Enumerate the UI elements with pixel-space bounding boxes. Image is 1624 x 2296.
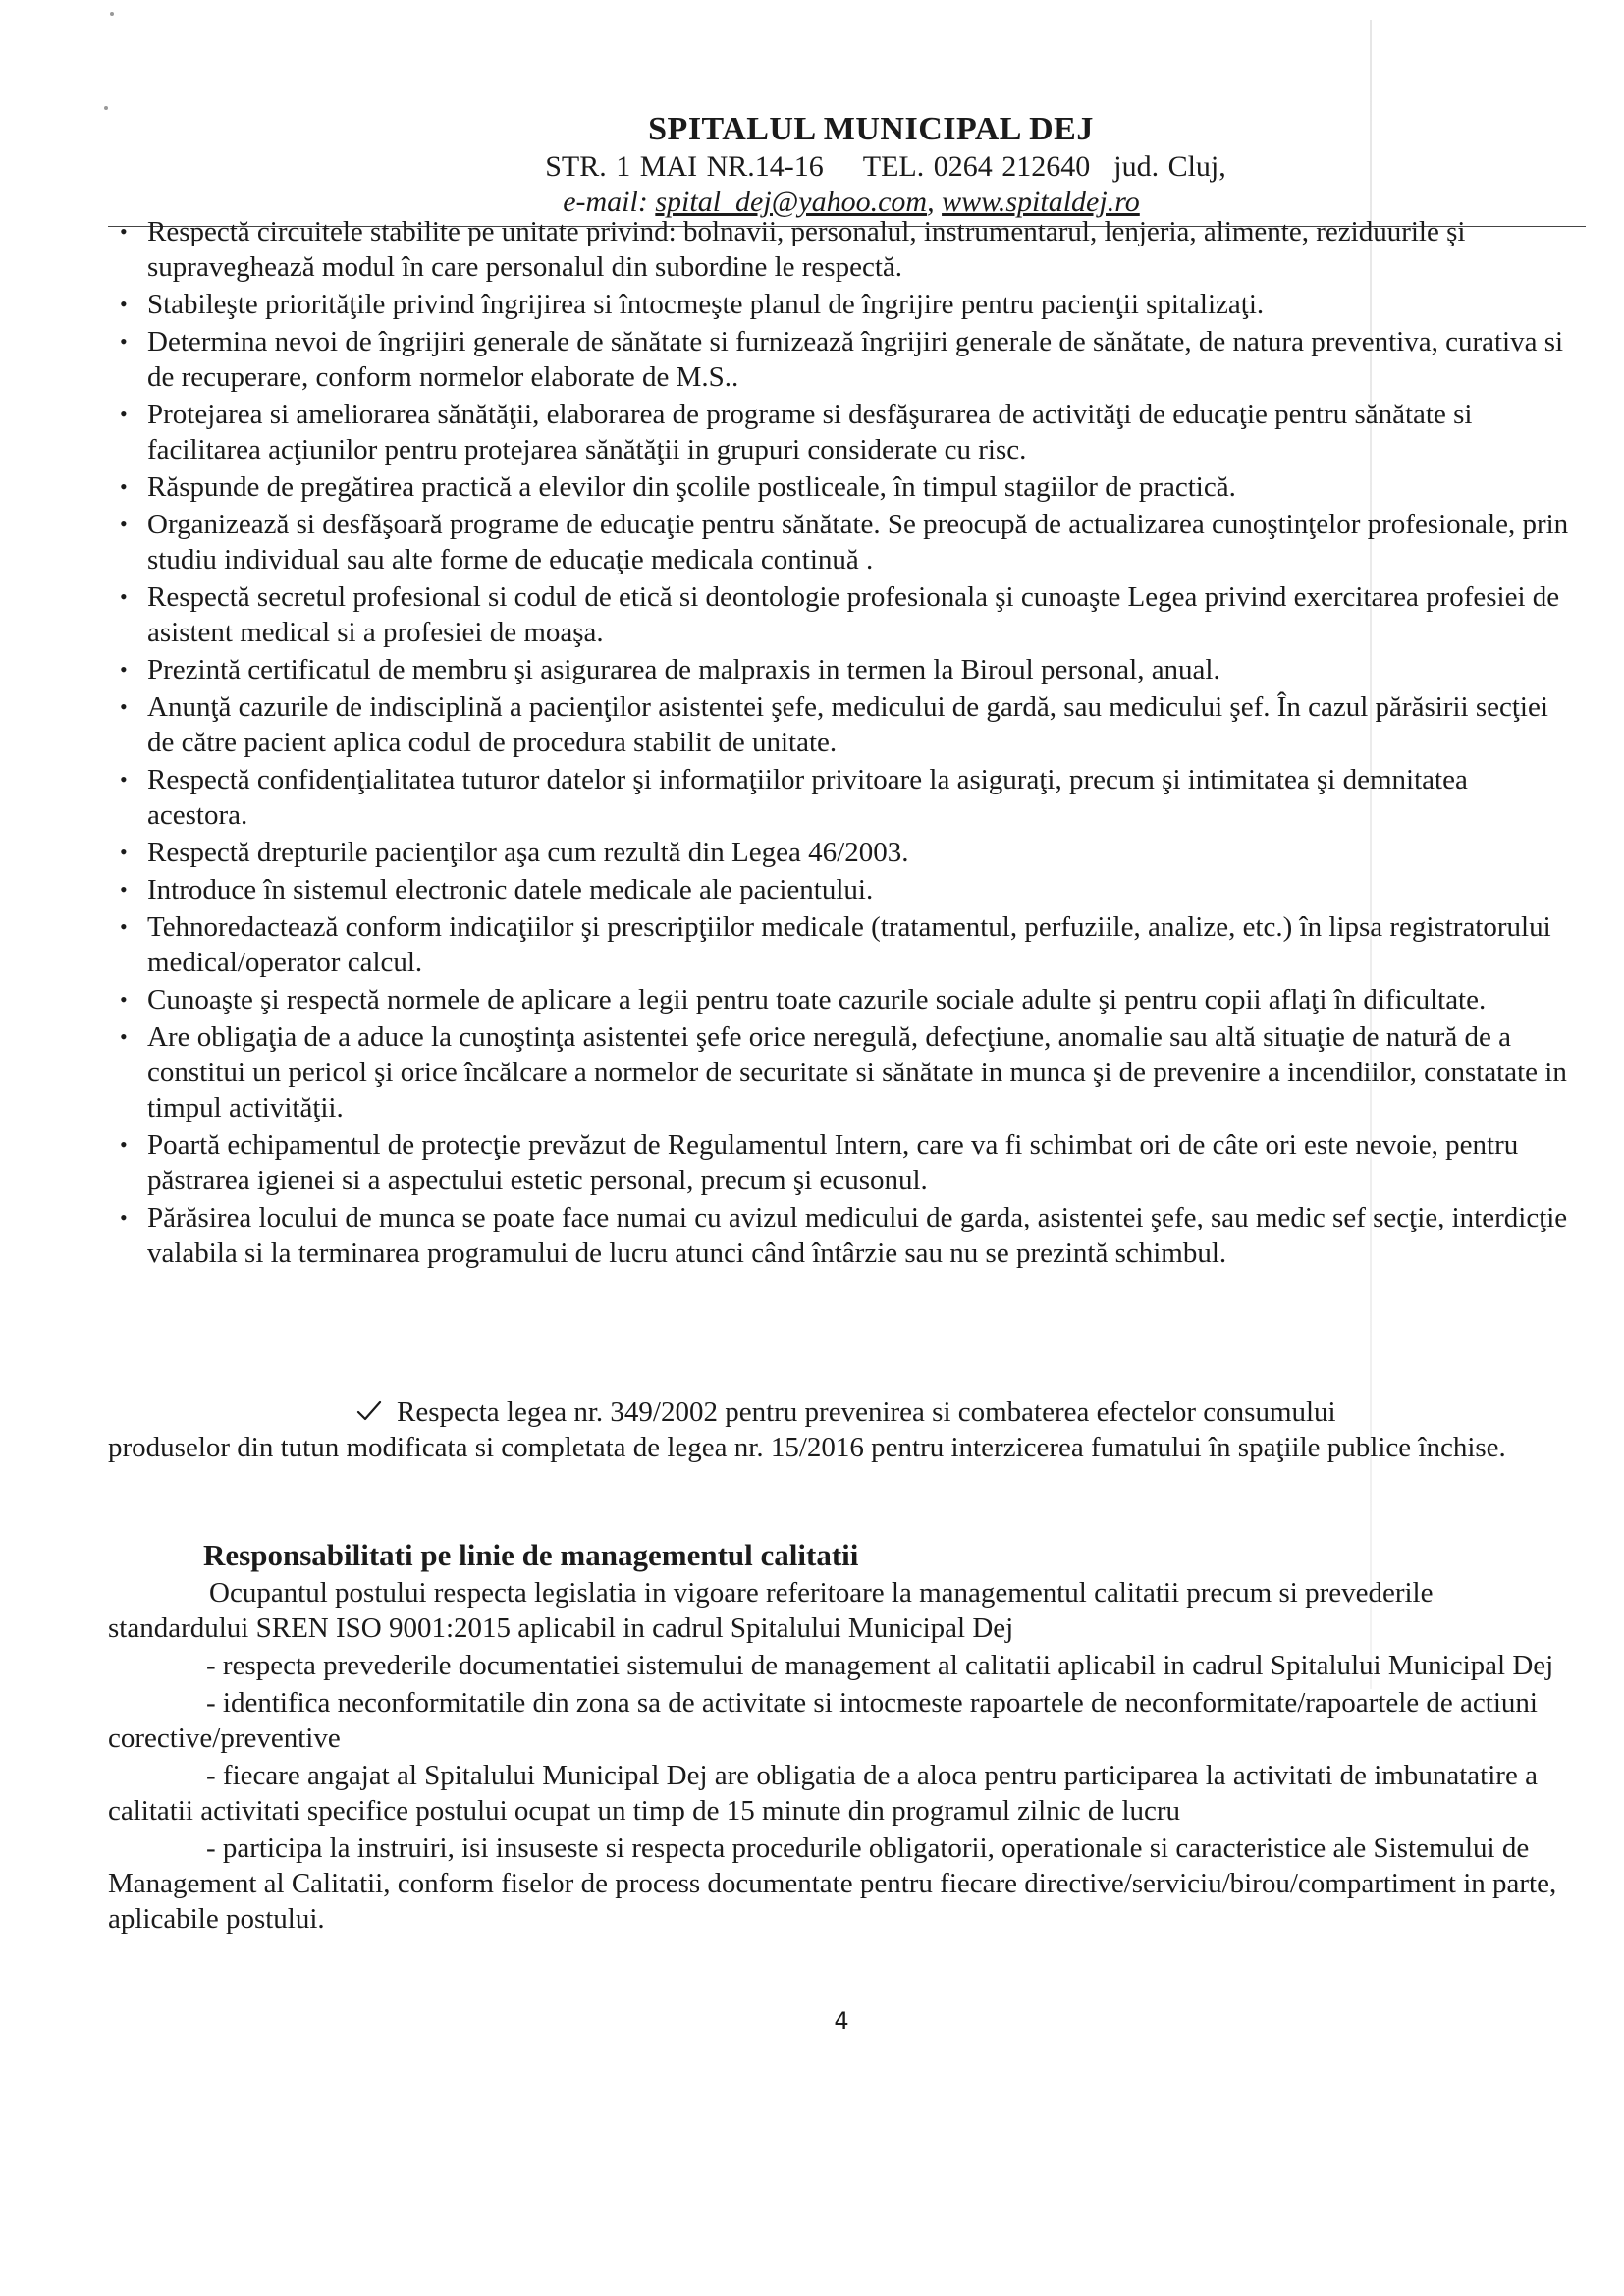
quality-paragraph: - fiecare angajat al Spitalului Municipal Dej are obligatia de a aloca pentru participarea la activitati de imbunatatire a calitatii activitati specifice postului ocupat un timp de 15 minute din programul zilnic de lucru [108,1760,1538,1827]
list-item [120,324,1571,395]
address-line [147,149,1624,185]
letterhead [0,110,1624,220]
quality-paragraph: - participa la instruiri, isi insuseste si respecta procedurile obligatorii, operationale si caracteristice ale Sistemului de Management al Calitatii, conform fiselor de process documentate pentru fiecare directive/serviciu/birou/compartiment in parte, aplicabile postului. [108,1832,1557,1935]
contact-separator: , [927,186,943,218]
bullet-icon: • [120,512,128,536]
duty-text: Stabileşte priorităţile privind îngrijirea si întocmeşte planul de îngrijire pentru pacienţii spitalizaţi. [147,289,1265,320]
duty-text: Tehnoredactează conform indicaţiilor şi prescripţiilor medicale (tratamentul, perfuziile, analize, etc.) în lipsa registratorului medical/operator calcul. [147,911,1551,978]
list-item [120,397,1571,467]
page-number: 4 [834,2007,849,2035]
duty-text: Are obligaţia de a aduce la cunoştinţa asistentei şefe orice neregulă, defecţiune, anomalie sau altă situaţie de natură de a constitui un pericol şi orice încălcare a normelor de securitate si sănătate in munca şi de prevenire a incendiilor, constatate in timpul activităţii. [147,1021,1567,1123]
law-note-first-line [108,1394,1581,1430]
scan-speck [110,12,114,16]
quality-paragraph: - identifica neconformitatile din zona sa de activitate si intocmeste rapoartele de neconformitate/rapoartele de actiuni corective/preventive [108,1687,1538,1754]
list-item [120,762,1571,833]
list-item [120,579,1571,650]
list-item [120,1127,1571,1198]
duty-text: Anunţă cazurile de indisciplină a pacienţilor asistentei şefe, medicului de gardă, sau medicului şef. În cazul părăsirii secţiei de către pacient aplica codul de procedura stabilit de unitate. [147,691,1548,758]
county: jud. Cluj, [1113,150,1226,183]
bullet-icon: • [120,767,128,792]
bullet-icon: • [120,914,128,939]
list-item [120,469,1571,505]
duty-text: Introduce în sistemul electronic datele medicale ale pacientului. [147,874,874,905]
street-address: STR. 1 MAI NR.14-16 [545,150,824,183]
duty-text: Poartă echipamentul de protecţie prevăzut de Regulamentul Intern, care va fi schimbat ori de câte ori este nevoie, pentru păstrarea igienei si a aspectului estetic personal, precum şi ecusonul. [147,1129,1519,1196]
hospital-name: SPITALUL MUNICIPAL DEJ [648,111,1094,147]
checkmark-icon [355,1399,383,1423]
law-note-line1: Respecta legea nr. 349/2002 pentru prevenirea si combaterea efectelor consumului [397,1396,1336,1428]
law-note-rest: produselor din tutun modificata si completata de legea nr. 15/2016 pentru interzicerea fumatului în spaţiile publice închise. [108,1432,1506,1463]
bullet-icon: • [120,219,128,244]
email-label: e-mail: [563,186,656,218]
list-item [120,652,1571,687]
bullet-icon: • [120,1205,128,1230]
bullet-icon: • [120,657,128,682]
duty-text: Determina nevoi de îngrijiri generale de sănătate si furnizează îngrijiri generale de sănătate, de natura preventiva, curativa si de recuperare, conform normelor elaborate de M.S.. [147,326,1564,393]
quality-section-body [108,1575,1581,1939]
duty-text: Organizează si desfăşoară programe de educaţie pentru sănătate. Se preocupă de actualizarea cunoştinţelor profesionale, prin studiu individual sau alte forme de educaţie medicala continuă . [147,509,1569,575]
duty-text: Cunoaşte şi respectă normele de aplicare a legii pentru toate cazurile sociale adulte şi pentru copii aflaţi în dificultate. [147,984,1487,1015]
bullet-icon: • [120,584,128,609]
duty-text: Respectă secretul profesional si codul de etică si deontologie profesionala şi cunoaşte Legea privind exercitarea profesiei de asistent medical si a profesiei de moaşa. [147,581,1560,648]
list-item [120,835,1571,870]
quality-paragraph: Ocupantul postului respecta legislatia in vigoare referitoare la managementul calitatii precum si prevederile standardului SREN ISO 9001:2015 aplicabil in cadrul Spitalului Municipal Dej [108,1577,1434,1644]
duties-list [120,214,1571,1273]
list-item [120,1200,1571,1271]
bullet-icon: • [120,694,128,719]
duty-text: Respectă circuitele stabilite pe unitate privind: bolnavii, personalul, instrumentarul, lenjeria, alimente, reziduurile şi supraveghează modul în care personalul din subordine le respectă. [147,216,1466,283]
duty-text: Respectă drepturile pacienţilor aşa cum rezultă din Legea 46/2003. [147,837,909,868]
bullet-icon: • [120,987,128,1011]
list-item [120,287,1571,322]
list-item [120,909,1571,980]
smoking-law-note [108,1394,1581,1465]
duty-text: Respectă confidenţialitatea tuturor datelor şi informaţiilor privitoare la asiguraţi, precum şi intimitatea şi demnitatea acestora. [147,764,1468,831]
bullet-icon: • [120,1024,128,1049]
duty-text: Părăsirea locului de munca se poate face numai cu avizul medicului de garda, asistentei şefe, sau medic sef secţie, interdicţie valabila si la terminarea programului de lucru atunci când întârzie sau nu se prezintă schimbul. [147,1202,1568,1269]
bullet-icon: • [120,877,128,902]
email-link[interactable]: spital_dej@yahoo.com [655,186,928,218]
bullet-icon: • [120,474,128,499]
list-item [120,1019,1571,1125]
duty-text: Prezintă certificatul de membru şi asigurarea de malpraxis in termen la Biroul personal, anual. [147,654,1220,685]
list-item [120,689,1571,760]
list-item [120,872,1571,907]
duty-text: Protejarea si ameliorarea sănătăţii, elaborarea de programe si desfăşurarea de activităţi de educaţie pentru sănătate si facilitarea acţiunilor pentru protejarea sănătăţii in grupuri considerate cu risc. [147,399,1473,465]
website-link[interactable]: www.spitaldej.ro [942,186,1140,218]
bullet-icon: • [120,1132,128,1157]
list-item [120,982,1571,1017]
list-item [120,214,1571,285]
bullet-icon: • [120,840,128,864]
phone-number: TEL. 0264 212640 [862,150,1091,183]
duty-text: Răspunde de pregătirea practică a elevilor din şcolile postliceale, în timpul stagiilor de practică. [147,471,1236,503]
quality-section-title: Responsabilitati pe linie de managementul calitatii [203,1538,859,1572]
quality-paragraph: - respecta prevederile documentatiei sistemului de management al calitatii aplicabil in cadrul Spitalului Municipal Dej [206,1650,1554,1681]
bullet-icon: • [120,292,128,316]
bullet-icon: • [120,329,128,354]
list-item [120,507,1571,577]
bullet-icon: • [120,402,128,426]
